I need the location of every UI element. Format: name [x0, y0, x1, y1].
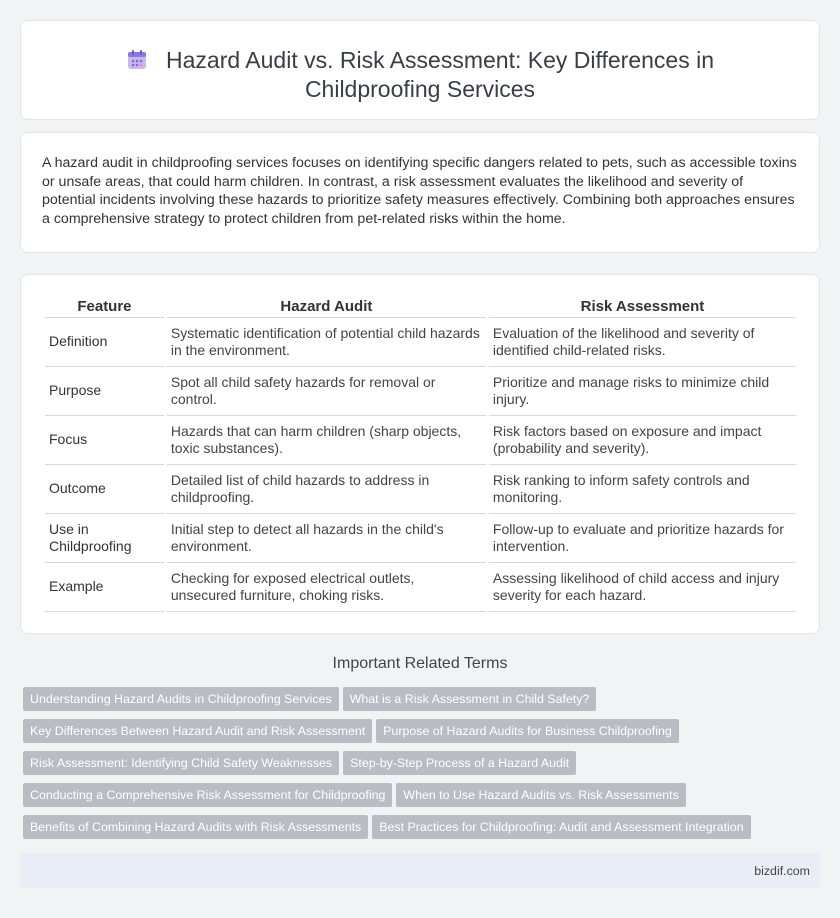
related-term-tag[interactable]: Conducting a Comprehensive Risk Assessment for Childproofing: [23, 783, 392, 807]
intro-card: [20, 132, 820, 253]
footer-site-link[interactable]: bizdif.com: [754, 864, 810, 878]
related-term-tag[interactable]: Understanding Hazard Audits in Childproofing Services: [23, 687, 339, 711]
related-term-tag[interactable]: Benefits of Combining Hazard Audits with Risk Assessments: [23, 815, 368, 839]
title-line-2: Childproofing Services: [304, 76, 536, 102]
title-card: [20, 20, 820, 120]
comparison-table: [42, 297, 799, 612]
hazard-audit-cell: Spot all child safety hazards for removal or control.: [167, 367, 486, 416]
table-row: [45, 318, 796, 367]
feature-cell: Outcome: [45, 465, 164, 514]
tag-row: [23, 687, 823, 719]
table-row: [45, 367, 796, 416]
related-term-tag[interactable]: Purpose of Hazard Audits for Business Childproofing: [376, 719, 679, 743]
risk-assessment-cell: Evaluation of the likelihood and severity of identified child-related risks.: [489, 318, 796, 367]
related-term-tag[interactable]: Risk Assessment: Identifying Child Safety Weaknesses: [23, 751, 339, 775]
header-hazard-audit: Hazard Audit: [167, 297, 486, 318]
footer: [20, 853, 820, 888]
related-terms-heading: Important Related Terms: [332, 655, 508, 672]
table-row: [45, 563, 796, 612]
risk-assessment-cell: Risk factors based on exposure and impact (probability and severity).: [489, 416, 796, 465]
feature-cell: Purpose: [45, 367, 164, 416]
feature-cell: Focus: [45, 416, 164, 465]
header-feature: Feature: [45, 297, 164, 318]
related-term-tag[interactable]: When to Use Hazard Audits vs. Risk Assessments: [396, 783, 685, 807]
tag-row: [23, 783, 823, 815]
feature-cell: Definition: [45, 318, 164, 367]
hazard-audit-cell: Checking for exposed electrical outlets, unsecured furniture, choking risks.: [167, 563, 486, 612]
table-row: [45, 514, 796, 563]
tag-row: [23, 719, 823, 751]
risk-assessment-cell: Risk ranking to inform safety controls and monitoring.: [489, 465, 796, 514]
tag-row: [23, 751, 823, 783]
header-risk-assessment: Risk Assessment: [489, 297, 796, 318]
hazard-audit-cell: Initial step to detect all hazards in the child's environment.: [167, 514, 486, 563]
related-term-tag[interactable]: Key Differences Between Hazard Audit and Risk Assessment: [23, 719, 372, 743]
comparison-card: [20, 274, 820, 634]
title-line-1: Hazard Audit vs. Risk Assessment: Key Differences in: [166, 47, 714, 73]
feature-cell: Use in Childproofing: [45, 514, 164, 563]
table-row: [45, 416, 796, 465]
risk-assessment-cell: Follow-up to evaluate and prioritize hazards for intervention.: [489, 514, 796, 563]
page-title: [21, 46, 819, 104]
tag-row: [23, 815, 823, 847]
intro-paragraph: A hazard audit in childproofing services focuses on identifying specific dangers related to pets, such as accessible toxins or unsafe areas, that could harm children. In contrast, a risk assessment evaluates the likelihood and severity of potential incidents involving these hazards to prioritize safety measures effectively. Combining both approaches ensures a comprehensive strategy to protect children from pet-related risks within the home.: [42, 155, 797, 227]
hazard-audit-cell: Detailed list of child hazards to address in childproofing.: [167, 465, 486, 514]
risk-assessment-cell: Prioritize and manage risks to minimize child injury.: [489, 367, 796, 416]
calendar-icon: [126, 49, 148, 71]
related-term-tag[interactable]: Best Practices for Childproofing: Audit and Assessment Integration: [372, 815, 750, 839]
hazard-audit-cell: Systematic identification of potential child hazards in the environment.: [167, 318, 486, 367]
table-row: [45, 465, 796, 514]
hazard-audit-cell: Hazards that can harm children (sharp objects, toxic substances).: [167, 416, 486, 465]
related-terms-list: [23, 687, 823, 847]
related-term-tag[interactable]: Step-by-Step Process of a Hazard Audit: [343, 751, 576, 775]
related-term-tag[interactable]: What is a Risk Assessment in Child Safety?: [343, 687, 597, 711]
table-header-row: [45, 297, 796, 318]
feature-cell: Example: [45, 563, 164, 612]
risk-assessment-cell: Assessing likelihood of child access and injury severity for each hazard.: [489, 563, 796, 612]
